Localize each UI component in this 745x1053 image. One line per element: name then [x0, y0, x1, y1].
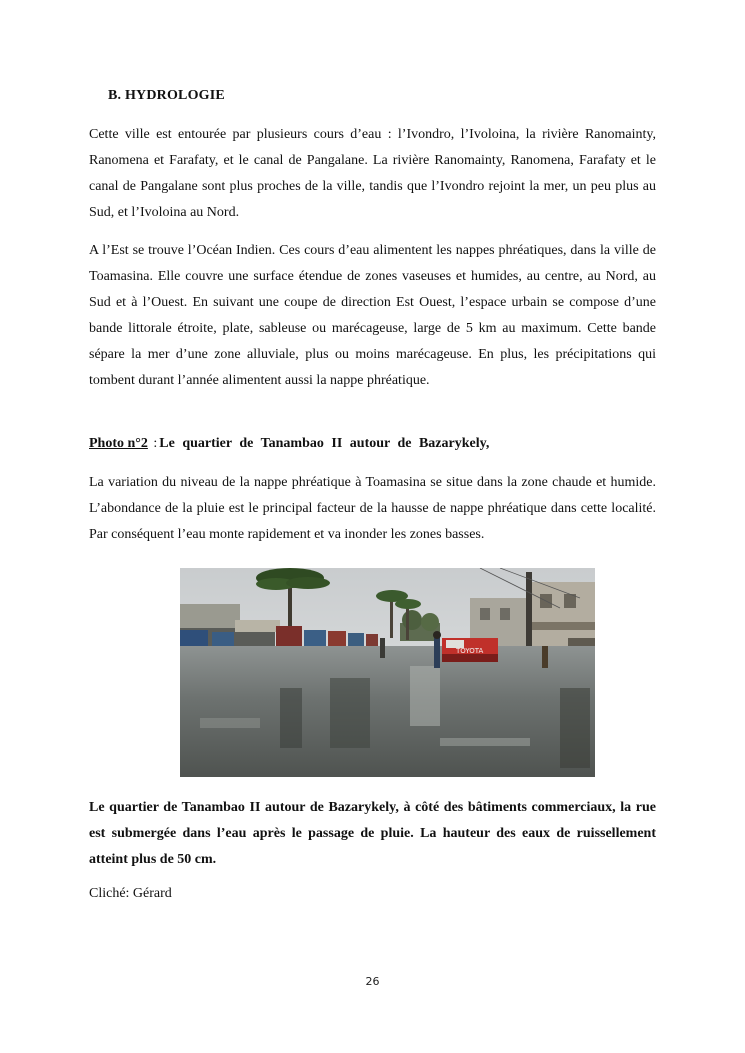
photo-separator: : [153, 436, 158, 451]
vehicle [442, 638, 498, 662]
photo-title-text: Le quartier de Tanambao II autour de Bazarykely, [159, 436, 490, 451]
section-heading: B. HYDROLOGIE [108, 88, 225, 103]
page-number: 26 [365, 975, 380, 988]
photo-credit: Cliché: Gérard [89, 886, 172, 901]
photo-title [89, 436, 489, 452]
paragraph-water-table: La variation du niveau de la nappe phréatique à Toamasina se situe dans la zone chaude et humide. L’abondance de la pluie est le principal facteur de la hausse de nappe phréatique dans cette localité. Par conséquent l’eau monte rapidement et va inonder les zones basses. [89, 475, 656, 542]
paragraph-rivers: Cette ville est entourée par plusieurs cours d’eau : l’Ivondro, l’Ivoloina, la rivière Ranomainty, Ranomena et Farafaty, et le canal de Pangalane. La rivière Ranomainty, Ranomena, Farafaty et le canal de Pangalane sont plus proches de la ville, tandis que l’Ivondro rejoint la mer, un peu plus au Sud, et l’Ivoloina au Nord. [89, 127, 656, 220]
flood-water [180, 646, 595, 777]
flooded-street-photo [180, 568, 595, 777]
vehicle-logo-text: TOYOTA [456, 647, 484, 655]
photo-caption: Le quartier de Tanambao II autour de Bazarykely, à côté des bâtiments commerciaux, la rue est submergée dans l’eau après le passage de pluie. La hauteur des eaux de ruissellement atteint plus de 50 cm. [89, 800, 656, 867]
paragraph-ocean: A l’Est se trouve l’Océan Indien. Ces cours d’eau alimentent les nappes phréatiques, dans la ville de Toamasina. Elle couvre une surface étendue de zones vaseuses et humides, au centre, au Nord, au Sud et à l’Ouest. En suivant une coupe de direction Est Ouest, l’espace urbain se compose d’une bande littorale étroite, plate, sableuse ou marécageuse, large de 5 km au maximum. Cette bande sépare la mer d’une zone alluviale, plus ou moins marécageuse. En plus, les précipitations qui tombent durant l’année alimentent aussi la nappe phréatique. [89, 243, 656, 388]
photo-label: Photo n°2 [89, 436, 148, 451]
flooded-street-illustration [180, 568, 595, 777]
